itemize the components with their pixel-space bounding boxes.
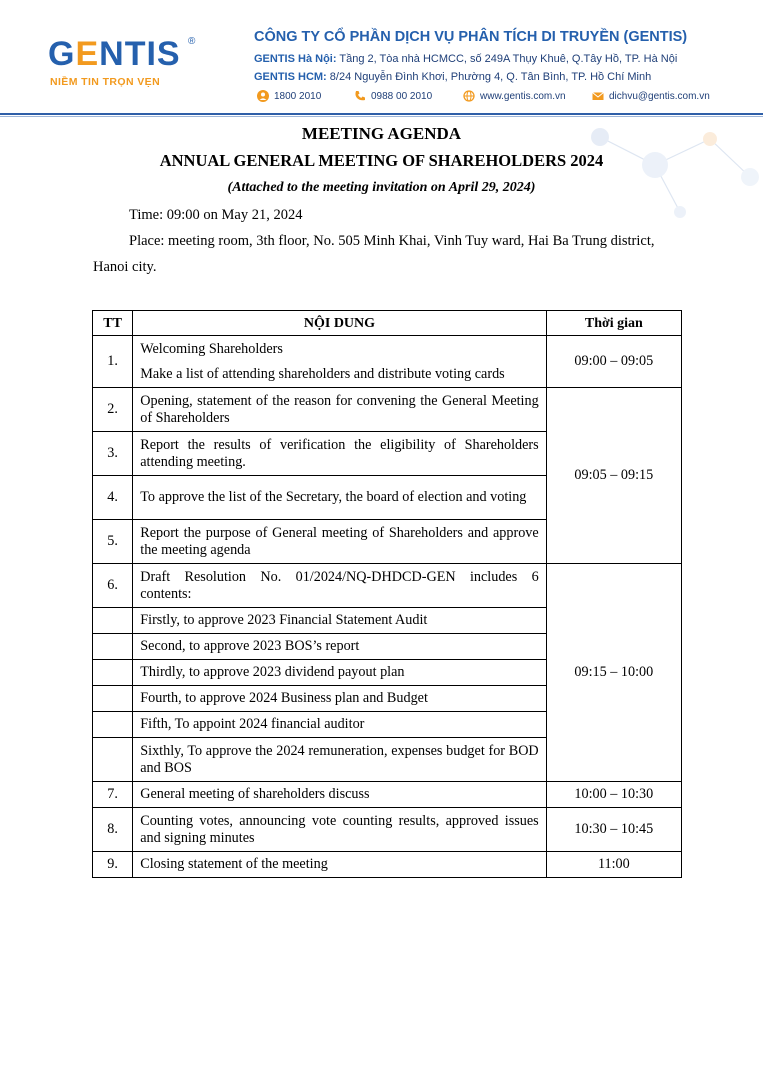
row-time: 10:30 – 10:45 bbox=[546, 808, 681, 852]
hanoi-address-text: Tầng 2, Tòa nhà HCMCC, số 249A Thụy Khuê, Q.Tây Hồ, TP. Hà Nội bbox=[336, 53, 678, 65]
email-text: dichvu@gentis.com.vn bbox=[609, 90, 710, 102]
row-number bbox=[93, 608, 133, 634]
mobile-contact bbox=[354, 90, 432, 102]
header-time: Thời gian bbox=[546, 311, 681, 336]
row-content: Fourth, to approve 2024 Business plan and Budget bbox=[133, 686, 546, 712]
row-content: Report the results of verification the eligibility of Shareholders attending meeting. bbox=[133, 432, 546, 476]
email-contact bbox=[592, 90, 710, 102]
website-text: www.gentis.com.vn bbox=[480, 90, 566, 102]
envelope-icon bbox=[592, 90, 604, 102]
row-number bbox=[93, 712, 133, 738]
company-name: CÔNG TY CỔ PHẦN DỊCH VỤ PHÂN TÍCH DI TRUYỀN (GENTIS) bbox=[254, 29, 688, 45]
hcm-address bbox=[254, 71, 651, 83]
document-note: (Attached to the meeting invitation on April 29, 2024) bbox=[227, 180, 536, 195]
row-content-line: Make a list of attending shareholders and distribute voting cards bbox=[140, 365, 505, 382]
document-subtitle: ANNUAL GENERAL MEETING OF SHAREHOLDERS 2024 bbox=[159, 151, 604, 170]
agenda-table bbox=[92, 310, 682, 878]
website-contact bbox=[463, 90, 566, 102]
row-time: 10:00 – 10:30 bbox=[546, 782, 681, 808]
row-time: 11:00 bbox=[546, 852, 681, 878]
row-time: 09:00 – 09:05 bbox=[546, 336, 681, 388]
logo-tagline: NIỀM TIN TRỌN VẸN bbox=[50, 76, 161, 88]
row-number: 1. bbox=[93, 336, 133, 388]
table-row bbox=[93, 388, 682, 432]
row-number: 2. bbox=[93, 388, 133, 432]
row-number: 6. bbox=[93, 564, 133, 608]
company-logo bbox=[48, 36, 208, 96]
logo-text: GENTIS bbox=[48, 35, 181, 73]
hanoi-label: GENTIS Hà Nội: bbox=[254, 53, 337, 65]
row-number: 9. bbox=[93, 852, 133, 878]
globe-icon bbox=[463, 90, 475, 102]
hanoi-address bbox=[254, 53, 677, 65]
table-row bbox=[93, 564, 682, 608]
logo-accent-letter: E bbox=[75, 35, 100, 73]
row-number bbox=[93, 686, 133, 712]
phone-icon bbox=[354, 90, 366, 102]
row-content: Second, to approve 2023 BOS’s report bbox=[133, 634, 546, 660]
row-content: Counting votes, announcing vote counting results, approved issues and signing minutes bbox=[133, 808, 546, 852]
person-icon bbox=[257, 90, 269, 102]
row-number bbox=[93, 634, 133, 660]
header-divider bbox=[0, 113, 763, 115]
row-number: 7. bbox=[93, 782, 133, 808]
meeting-place-line2: Hanoi city. bbox=[93, 259, 157, 275]
row-content: Fifth, To appoint 2024 financial auditor bbox=[133, 712, 546, 738]
table-row bbox=[93, 782, 682, 808]
row-number: 4. bbox=[93, 476, 133, 520]
letterhead bbox=[0, 0, 763, 116]
row-content: Closing statement of the meeting bbox=[133, 852, 546, 878]
table-header-row bbox=[93, 311, 682, 336]
row-number: 8. bbox=[93, 808, 133, 852]
row-content bbox=[133, 336, 546, 388]
logo-registered-mark: ® bbox=[188, 36, 196, 47]
meeting-place-line1: Place: meeting room, 3th floor, No. 505 Minh Khai, Vinh Tuy ward, Hai Ba Trung district, bbox=[129, 233, 655, 249]
row-number: 3. bbox=[93, 432, 133, 476]
mobile-text: 0988 00 2010 bbox=[371, 90, 433, 102]
header-tt: TT bbox=[93, 311, 133, 336]
header-content: NỘI DUNG bbox=[133, 311, 546, 336]
row-content: General meeting of shareholders discuss bbox=[133, 782, 546, 808]
row-time: 09:05 – 09:15 bbox=[546, 388, 681, 564]
hotline-contact bbox=[257, 90, 321, 102]
table-row bbox=[93, 808, 682, 852]
hcm-address-text: 8/24 Nguyễn Đình Khơi, Phường 4, Q. Tân Bình, TP. Hồ Chí Minh bbox=[326, 71, 652, 83]
row-content-line: Welcoming Shareholders bbox=[140, 340, 283, 357]
hotline-text: 1800 2010 bbox=[274, 90, 322, 102]
row-time: 09:15 – 10:00 bbox=[546, 564, 681, 782]
row-content: Report the purpose of General meeting of Shareholders and approve the meeting agenda bbox=[133, 520, 546, 564]
row-content: Thirdly, to approve 2023 dividend payout plan bbox=[133, 660, 546, 686]
meeting-time: Time: 09:00 on May 21, 2024 bbox=[129, 207, 303, 223]
document-title: MEETING AGENDA bbox=[301, 124, 462, 143]
hcm-label: GENTIS HCM: bbox=[254, 71, 327, 83]
table-row bbox=[93, 336, 682, 388]
row-content: To approve the list of the Secretary, the board of election and voting bbox=[133, 476, 546, 520]
row-content: Sixthly, To approve the 2024 remuneration, expenses budget for BOD and BOS bbox=[133, 738, 546, 782]
row-content: Opening, statement of the reason for convening the General Meeting of Shareholders bbox=[133, 388, 546, 432]
row-content: Draft Resolution No. 01/2024/NQ-DHDCD-GEN includes 6 contents: bbox=[133, 564, 546, 608]
row-number bbox=[93, 660, 133, 686]
row-number bbox=[93, 738, 133, 782]
row-number: 5. bbox=[93, 520, 133, 564]
row-content: Firstly, to approve 2023 Financial Statement Audit bbox=[133, 608, 546, 634]
table-row bbox=[93, 852, 682, 878]
